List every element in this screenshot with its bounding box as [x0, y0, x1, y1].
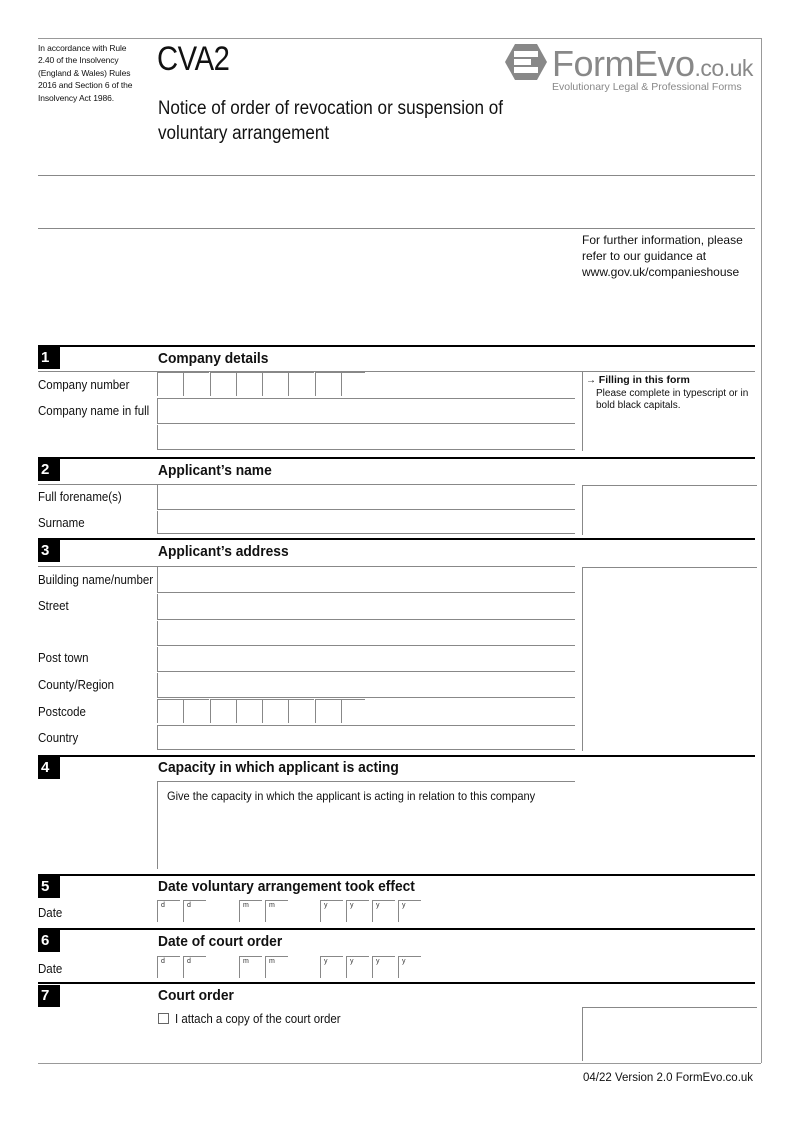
date-digit-cell[interactable]: y: [320, 900, 343, 922]
section-3-title: Applicant’s address: [158, 543, 289, 560]
court-order-checkbox-row[interactable]: [158, 1012, 355, 1026]
county-field[interactable]: [157, 673, 575, 698]
country-field[interactable]: [157, 726, 575, 750]
date-digit-cell[interactable]: y: [346, 900, 369, 922]
company-name-field-1[interactable]: [157, 399, 575, 424]
character-box-cell[interactable]: [183, 372, 209, 396]
character-box-cell[interactable]: [157, 372, 183, 396]
surname-label: Surname: [38, 516, 85, 530]
character-box-cell[interactable]: [236, 372, 262, 396]
page-bottom-border: [38, 1063, 761, 1064]
court-order-checkbox-label: I attach a copy of the court order: [175, 1012, 341, 1026]
date-6-label: Date: [38, 962, 63, 976]
date-digit-cell[interactable]: m: [239, 956, 262, 978]
form-title: Notice of order of revocation or suspension of voluntary arrangement: [158, 98, 504, 144]
section-4-title: Capacity in which applicant is acting: [158, 759, 399, 776]
character-box-cell[interactable]: [262, 699, 288, 723]
logo-suffix-text: .co.uk: [694, 55, 753, 81]
capacity-field[interactable]: [157, 781, 575, 869]
section-3-rule: [38, 538, 755, 540]
capacity-instruction: Give the capacity in which the applicant is acting in relation to this company: [167, 789, 536, 803]
section-5-number: 5: [38, 876, 60, 898]
further-info: For further information, please refer to our guidance at www.gov.uk/companieshouse: [582, 233, 743, 279]
page-top-border: [38, 38, 761, 39]
character-box-cell[interactable]: [288, 699, 314, 723]
building-label: Building name/number: [38, 573, 154, 587]
character-box-cell[interactable]: [236, 699, 262, 723]
character-box-cell[interactable]: [210, 372, 236, 396]
street-field-1[interactable]: [157, 594, 575, 620]
forename-label: Full forename(s): [38, 490, 122, 504]
date-digit-cell[interactable]: d: [183, 956, 206, 978]
date-digit-cell[interactable]: d: [157, 900, 180, 922]
character-box-cell[interactable]: [315, 372, 341, 396]
character-box-cell[interactable]: [341, 699, 365, 723]
header-divider-2: [38, 228, 755, 229]
date-digit-cell[interactable]: m: [265, 956, 288, 978]
date-digit-cell[interactable]: y: [372, 900, 395, 922]
filling-guide-title: Filling in this form: [598, 374, 690, 386]
footer-version: 04/22 Version 2.0 FormEvo.co.uk: [583, 1072, 754, 1084]
post-town-label: Post town: [38, 651, 89, 665]
logo-tagline: Evolutionary Legal & Professional Forms: [552, 81, 742, 93]
company-number-label: Company number: [38, 378, 130, 392]
section-7-title: Court order: [158, 987, 234, 1004]
section-5-rule: [38, 874, 755, 876]
section-2-rule: [38, 457, 755, 459]
date-digit-cell[interactable]: d: [157, 956, 180, 978]
company-name-label: Company name in full: [38, 404, 150, 418]
date-digit-cell[interactable]: m: [265, 900, 288, 922]
section-4-rule: [38, 755, 755, 757]
section-1-title: Company details: [158, 350, 269, 367]
section-4-number: 4: [38, 757, 60, 779]
forename-field[interactable]: [157, 485, 575, 510]
date-digit-cell[interactable]: y: [398, 900, 421, 922]
postcode-label: Postcode: [38, 705, 86, 719]
surname-field[interactable]: [157, 511, 575, 534]
section-7-rule: [38, 982, 755, 984]
formevo-logo-icon: [505, 43, 547, 81]
country-label: Country: [38, 731, 79, 745]
date-digit-cell[interactable]: y: [398, 956, 421, 978]
section-2-number: 2: [38, 459, 60, 481]
section-3-number: 3: [38, 540, 60, 562]
county-label: County/Region: [38, 678, 115, 692]
date-digit-cell[interactable]: y: [320, 956, 343, 978]
section-1-rule: [38, 345, 755, 347]
section-6-rule: [38, 928, 755, 930]
court-order-checkbox[interactable]: [158, 1013, 169, 1024]
character-box-cell[interactable]: [210, 699, 236, 723]
company-name-field-2[interactable]: [157, 425, 575, 450]
form-code: CVA2: [157, 40, 230, 78]
date-5-label: Date: [38, 906, 63, 920]
header-divider-1: [38, 175, 755, 176]
section-3-aside: [582, 567, 757, 751]
filling-guide-text: Please complete in typescript or in bold black capitals.: [596, 387, 749, 411]
building-field[interactable]: [157, 567, 575, 593]
street-field-2[interactable]: [157, 621, 575, 646]
section-6-number: 6: [38, 930, 60, 952]
arrow-right-icon: →: [586, 375, 596, 386]
formevo-logo: [505, 43, 760, 98]
filling-guide: [582, 372, 757, 451]
character-box-cell[interactable]: [157, 699, 183, 723]
street-label: Street: [38, 599, 69, 613]
date-digit-cell[interactable]: y: [346, 956, 369, 978]
date-digit-cell[interactable]: y: [372, 956, 395, 978]
post-town-field[interactable]: [157, 647, 575, 672]
date-digit-cell[interactable]: m: [239, 900, 262, 922]
character-box-cell[interactable]: [341, 372, 365, 396]
section-2-aside: [582, 485, 757, 535]
section-5-title: Date voluntary arrangement took effect: [158, 878, 415, 895]
character-box-cell[interactable]: [315, 699, 341, 723]
section-7-aside: [582, 1007, 757, 1061]
section-6-title: Date of court order: [158, 933, 283, 950]
character-box-cell[interactable]: [183, 699, 209, 723]
rule-note: In accordance with Rule 2.40 of the Insolvency (England & Wales) Rules 2016 and Section 6 of the Insolvency Act 1986.: [38, 43, 133, 103]
section-7-number: 7: [38, 985, 60, 1007]
date-digit-cell[interactable]: d: [183, 900, 206, 922]
character-box-cell[interactable]: [288, 372, 314, 396]
page-right-border: [761, 38, 762, 1063]
section-1-number: 1: [38, 347, 60, 369]
section-2-title: Applicant’s name: [158, 462, 272, 479]
logo-main-text: FormEvo: [552, 43, 695, 84]
character-box-cell[interactable]: [262, 372, 288, 396]
